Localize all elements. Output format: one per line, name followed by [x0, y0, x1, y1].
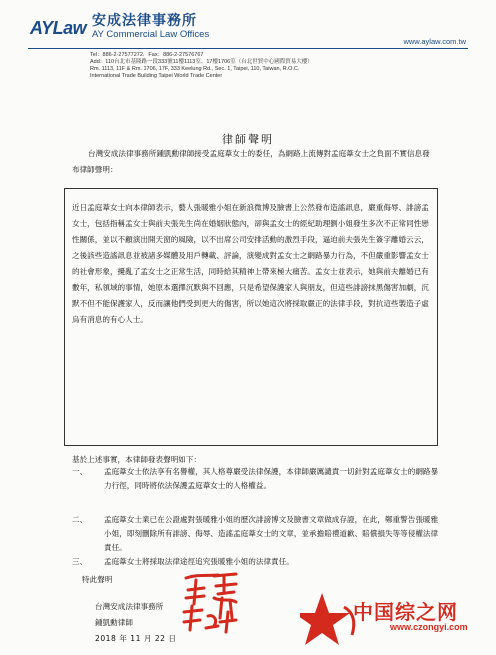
firm-name-chinese: 安成法律事務所: [92, 13, 197, 29]
firm-website: www.aylaw.com.tw: [403, 37, 466, 46]
contact-line: Tel：886-2-27577272．Fax：886-2-27576767: [90, 52, 204, 58]
item-text: 孟庭葦女士將採取法律途徑追究張暖雅小姐的法律責任。: [104, 557, 294, 566]
item-number: 三、: [72, 557, 88, 566]
document-title: 律師聲明: [222, 133, 274, 146]
firm-contact-block: [90, 52, 313, 80]
signature-name: 鍾凱勳律師: [95, 618, 133, 627]
signature-firm: 台灣安成法律事務所: [95, 602, 164, 611]
watermark-url: www.czongyi.com: [390, 622, 468, 632]
item-text: 孟庭葦女士依法享有名譽權，其人格尊嚴受法律保護，本律師嚴厲譴責一切針對孟庭葦女士的網路暴力行徑，同時將依法保護孟庭葦女士的人格權益。: [104, 467, 439, 490]
intro-paragraph: 台灣安成法律事務所鍾凱勳律師接受孟庭葦女士的委任，為網路上流傳對孟庭葦女士之負面不實信息發布律師聲明：: [72, 149, 430, 174]
item-number: 二、: [72, 515, 88, 524]
statement-box-text: 近日孟庭葦女士向本律師表示，藝人張暖雅小姐在新浪微博及臉書上公然發布造謠訊息，嚴重侮辱、誹謗孟女士，包括指稱孟女士與前夫張先生尚在婚姻狀態內，卻與孟女士的經紀助理劉小姐發生多次不正常同性戀性關係，並以不顧演出開天窗的風險，以不出席公司安排活動的激烈手段，逼迫前夫張先生簽字離婚云云，之後該些造謠訊息並被諸多媒體及用戶轉載、評論，演變成對孟女士之網路暴力行為，不但嚴重影響孟女士的社會形象，擾亂了孟女士之正常生活，同時給其精神上帶來極大痛苦。孟女士並表示，她與前夫離婚已有數年，私領域的事情，她原本選擇沉默與不回應，只是希望保護家人與朋友，但這些誹謗抹黑傷害加劇，沉默不但不能保護家人，反而讓他們受到更大的傷害，所以她這次將採取嚴正的法律手段，對抗這些製造子虛烏有消息的有心人士。: [72, 203, 429, 324]
watermark-text: 中国综之网: [353, 600, 458, 624]
lawyer-seal-icon: [178, 568, 244, 636]
contact-line: Add：110台北市基隆路一段333號11樓1113室、17樓1706室（台北世貿中心國際貿易大樓）: [90, 59, 313, 65]
aylaw-logo: AYLaw: [30, 18, 87, 38]
firm-name-english: AY Commercial Law Offices: [92, 29, 210, 40]
contact-line: Rm. 1113, 11F & Rm. 1706, 17F, 333 Keelung Rd., Sec. 1, Taipei, 110, Taiwan, R.O.C.: [90, 66, 300, 72]
item-number: 一、: [72, 467, 88, 476]
declaration-lead: 基於上述事實，本律師發表聲明如下：: [72, 455, 202, 464]
letterhead-divider: [28, 48, 468, 49]
closing-text: 特此聲明: [82, 575, 113, 584]
contact-line: International Trade Building Taipei World Trade Center: [90, 73, 223, 79]
signature-date: 2018 年 11 月 22 日: [95, 634, 177, 643]
item-text: 孟庭葦女士業已在公證處對張暖雅小姐的歷次誹謗博文及臉書文章做成存證，在此，鄭重警告張暖雅小姐，即刻刪除所有誹謗、侮辱、造謠孟庭葦女士的文章，並承擔賠禮道歉、賠償損失等等侵權法律責任。: [104, 515, 439, 552]
